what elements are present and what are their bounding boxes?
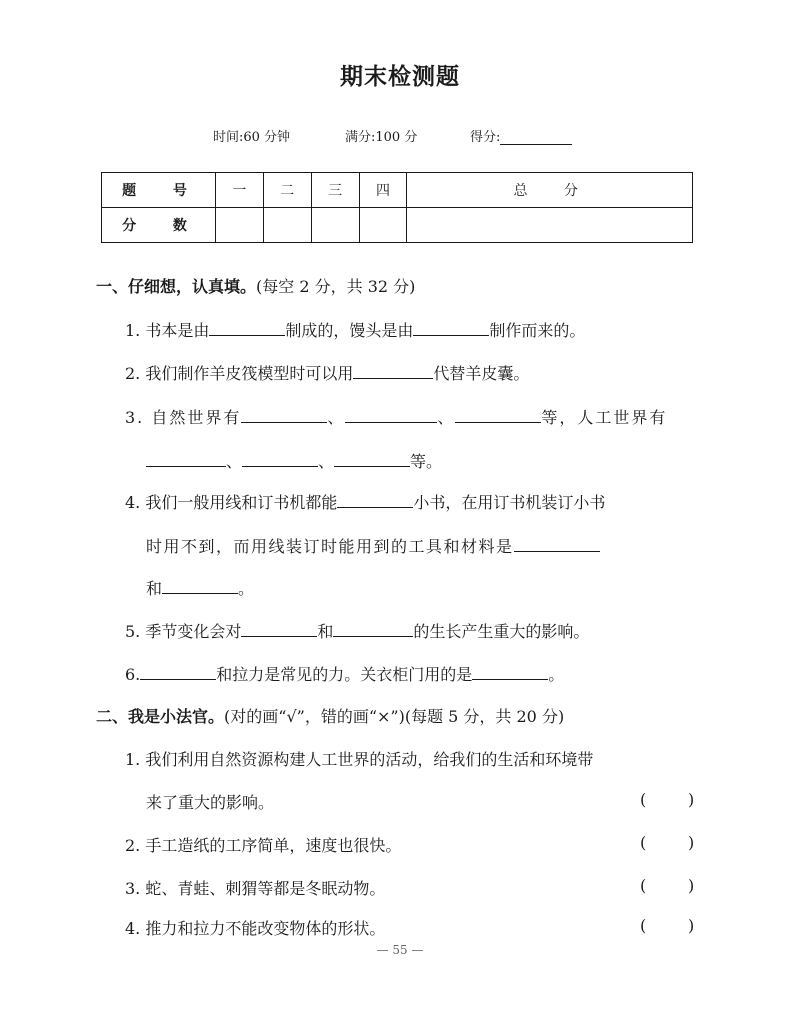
s1-question-3-cont [146, 449, 442, 472]
score-label: 得分: [470, 130, 501, 145]
question-text: 2. 我们制作羊皮筏模型时可以用 [125, 364, 354, 383]
s1-question-6 [125, 662, 564, 685]
s2-question-4: 4. 推力和拉力不能改变物体的形状。 [125, 919, 386, 938]
s2-question-2: 2. 手工造纸的工序简单，速度也很快。 [125, 836, 402, 855]
answer-blank[interactable] [514, 537, 600, 552]
answer-blank[interactable] [472, 665, 548, 680]
answer-blank[interactable] [140, 665, 216, 680]
section-2-heading [96, 704, 564, 727]
s1-question-4 [125, 490, 605, 513]
answer-blank[interactable] [334, 452, 410, 467]
question-text: 和拉力是常见的力。关衣柜门用的是 [216, 665, 473, 684]
paren-close: ) [688, 916, 695, 935]
s1-question-4-cont [146, 534, 600, 557]
question-text: 1. 书本是由 [125, 321, 210, 340]
s1-question-5 [125, 619, 589, 642]
question-text: 、 [437, 408, 456, 427]
s1-question-2 [125, 361, 529, 384]
question-text: 制作而来的。 [489, 321, 586, 340]
score-table-cell[interactable] [263, 208, 311, 243]
answer-blank[interactable] [162, 579, 238, 594]
question-text: 5. 季节变化会对 [125, 622, 242, 641]
s1-question-4-cont2 [146, 576, 254, 599]
section-1-heading [96, 274, 415, 297]
full-score-info: 满分:100 分 [345, 130, 418, 145]
question-text: 和 [146, 579, 163, 598]
s1-question-3 [125, 405, 667, 428]
score-table-cell[interactable] [216, 208, 264, 243]
score-table-header-cell: 三 [311, 173, 359, 208]
question-text: 等，人工世界有 [541, 408, 668, 427]
score-table [101, 172, 693, 243]
score-table-header-cell: 四 [359, 173, 407, 208]
s1-question-1 [125, 318, 585, 341]
s2-question-1: 1. 我们利用自然资源构建人工世界的活动，给我们的生活和环境带 [125, 750, 594, 769]
question-text: 3. 自然世界有 [125, 408, 242, 427]
question-text: 。 [238, 579, 255, 598]
paren-close: ) [688, 833, 695, 852]
question-text: 和 [317, 622, 334, 641]
score-blank[interactable] [500, 131, 572, 145]
answer-blank[interactable] [241, 408, 327, 423]
question-text: 等。 [410, 452, 443, 471]
answer-blank[interactable] [242, 452, 318, 467]
s2-question-1-cont: 来了重大的影响。 [146, 793, 275, 812]
page-number: — 55 — [376, 943, 424, 957]
section-1-title: 一、仔细想，认真填。 [96, 277, 257, 296]
page-title: 期末检测题 [340, 64, 460, 90]
question-text: 的生长产生重大的影响。 [413, 622, 590, 641]
s2-question-3: 3. 蛇、青蛙、刺猬等都是冬眠动物。 [125, 879, 386, 898]
answer-blank[interactable] [353, 364, 433, 379]
question-text: 小书，在用订书机装订小书 [413, 493, 606, 512]
score-table-header-cell: 题 号 [102, 173, 216, 208]
question-text: 时用不到，而用线装订时能用到的工具和材料是 [146, 537, 514, 556]
paren-open: ( [640, 790, 647, 809]
question-text: 代替羊皮囊。 [433, 364, 530, 383]
score-table-header-cell: 二 [263, 173, 311, 208]
paren-open: ( [640, 833, 647, 852]
answer-blank[interactable] [333, 622, 413, 637]
score-table-row-label: 分 数 [102, 208, 216, 243]
time-info: 时间:60 分钟 [213, 130, 291, 145]
score-table-header-cell: 总 分 [407, 173, 693, 208]
answer-blank[interactable] [345, 408, 437, 423]
score-table-cell[interactable] [359, 208, 407, 243]
score-table-cell[interactable] [407, 208, 693, 243]
paren-close: ) [688, 790, 695, 809]
question-text: 、 [226, 452, 243, 471]
question-text: 制成的，馒头是由 [285, 321, 414, 340]
paren-open: ( [640, 916, 647, 935]
score-table-header-row [102, 173, 693, 208]
score-field [470, 126, 572, 145]
answer-blank[interactable] [209, 321, 285, 336]
score-table-header-cell: 一 [216, 173, 264, 208]
section-1-note: (每空 2 分，共 32 分) [256, 277, 416, 296]
section-2-note: (对的画“√”，错的画“×”)(每题 5 分，共 20 分) [224, 707, 565, 726]
answer-blank[interactable] [337, 493, 413, 508]
answer-blank[interactable] [146, 452, 226, 467]
answer-blank[interactable] [455, 408, 541, 423]
question-text: 、 [327, 408, 346, 427]
question-text: 4. 我们一般用线和订书机都能 [125, 493, 338, 512]
question-text: 、 [318, 452, 335, 471]
score-table-cell[interactable] [311, 208, 359, 243]
paren-close: ) [688, 876, 695, 895]
answer-blank[interactable] [241, 622, 317, 637]
paren-open: ( [640, 876, 647, 895]
answer-blank[interactable] [413, 321, 489, 336]
score-table-score-row [102, 208, 693, 243]
question-text: 6. [125, 665, 141, 684]
question-text: 。 [548, 665, 565, 684]
section-2-title: 二、我是小法官。 [96, 707, 225, 726]
